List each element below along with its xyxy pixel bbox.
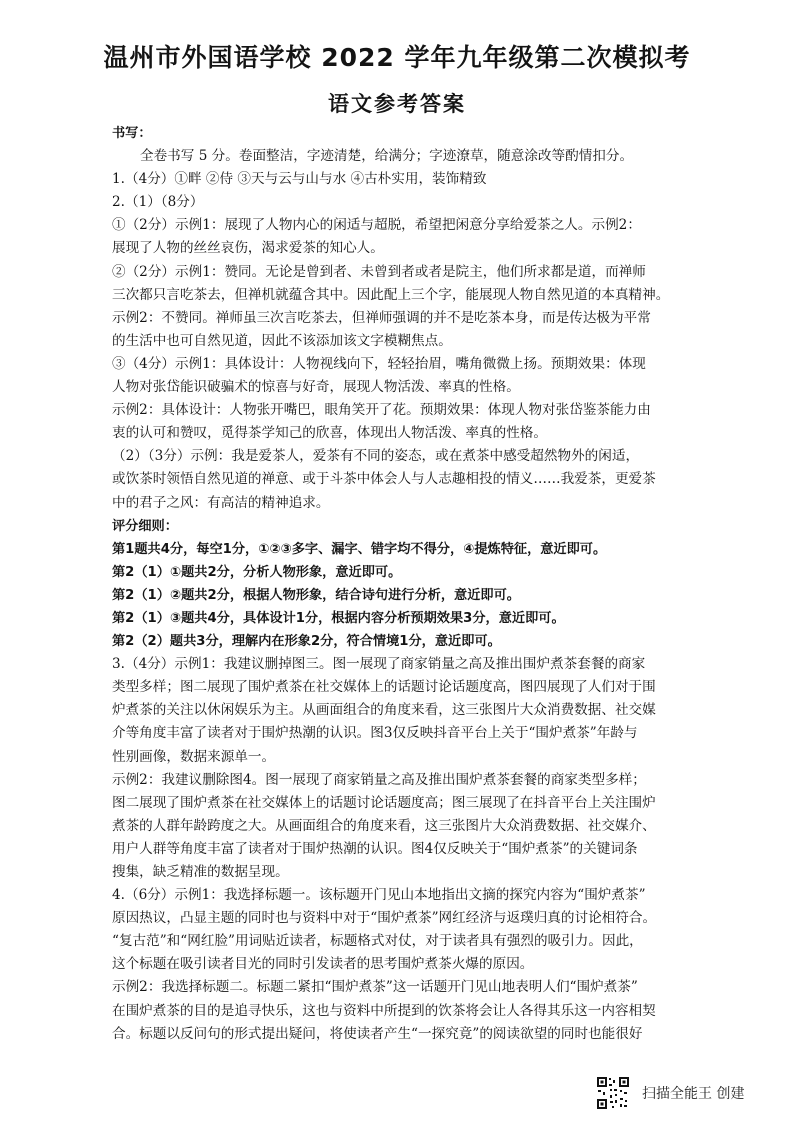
text-line: 示例2：我选择标题二。标题二紧扣“围炉煮茶”这一话题开门见山地表明人们“围炉煮茶” <box>112 979 638 996</box>
text-line: 图二展现了围炉煮茶在社交媒体上的话题讨论话题度高；图三展现了在抖音平台上关注围炉 <box>112 794 656 811</box>
text-line: 4.（6分）示例1：我选择标题一。该标题开门见山本地指出文摘的探究内容为“围炉煮茶” <box>112 887 646 904</box>
text-line: 3.（4分）示例1：我建议删掉图三。图一展现了商家销量之高及推出围炉煮茶套餐的商家 <box>112 656 646 673</box>
text-line: 人物对张岱能识破骗术的惊喜与好奇，展现人物活泼、率真的性格。 <box>112 379 520 396</box>
text-line: 中的君子之风：有高洁的精神追求。 <box>112 494 330 511</box>
text-line: ①（2分）示例1：展现了人物内心的闲适与超脱，希望把闲意分享给爱茶之人。示例2： <box>112 217 641 234</box>
scanner-watermark <box>596 1076 744 1110</box>
text-line: ②（2分）示例1：赞同。无论是曾到者、未曾到者或者是院主，他们所求都是道，而禅师 <box>112 263 646 280</box>
text-line: 示例2：具体设计：人物张开嘴巴，眼角笑开了花。预期效果：体现人物对张岱鉴茶能力由 <box>112 402 651 419</box>
text-line: 展现了人物的丝丝哀伤，渴求爱茶的知心人。 <box>112 240 384 257</box>
text-line: 第2（1）③题共4分，具体设计1分，根据内容分析预期效果3分，意近即可。 <box>112 610 565 626</box>
text-line: 三次都只言吃茶去，但禅机就蕴含其中。因此配上三个字，能展现人物自然见道的本真精神。 <box>112 286 670 303</box>
qr-code-icon <box>596 1076 630 1110</box>
text-line: 这个标题在吸引读者目光的同时引发读者的思考围炉煮茶火爆的原因。 <box>112 956 534 973</box>
text-line: 示例2：不赞同。禅师虽三次言吃茶去，但禅师强调的并不是吃茶本身，而是传达极为平常 <box>112 309 651 326</box>
text-line: 第2（1）②题共2分，根据人物形象，结合诗句进行分析，意近即可。 <box>112 587 520 603</box>
text-line: 炉煮茶的关注以休闲娱乐为主。从画面组合的角度来看，这三张图片大众消费数据、社交媒 <box>112 702 656 719</box>
page-subtitle: 语文参考答案 <box>328 91 466 116</box>
page-title: 温州市外国语学校 2022 学年九年级第二次模拟考 <box>103 43 691 72</box>
text-line: ③（4分）示例1：具体设计：人物视线向下，轻轻抬眉，嘴角微微上扬。预期效果：体现 <box>112 355 646 372</box>
text-line: 书写： <box>112 126 152 141</box>
text-line: “复古范”和“网红脸”用词贴近读者，标题格式对仗，对于读者具有强烈的吸引力。因此， <box>112 933 643 950</box>
text-line: 搜集，缺乏精准的数据呈现。 <box>112 864 289 880</box>
text-line: 衷的认可和赞叹，觅得茶学知己的欣喜，体现出人物活泼、率真的性格。 <box>112 425 547 442</box>
text-line: 的生活中也可自然见道，因此不该添加该文字模糊焦点。 <box>112 332 452 349</box>
text-line: 煮茶的人群年龄跨度之大。从画面组合的角度来看，这三张图片大众消费数据、社交媒介、 <box>112 817 656 834</box>
text-line: 类型多样；图二展现了围炉煮茶在社交媒体上的话题讨论话题度高，图四展现了人们对于围 <box>112 679 656 696</box>
text-line: 第1题共4分，每空1分，①②③多字、漏字、错字均不得分，④提炼特征，意近即可。 <box>112 541 607 557</box>
text-line: 第2（2）题共3分，理解内在形象2分，符合情境1分，意近即可。 <box>112 634 501 650</box>
text-line: 性别画像，数据来源单一。 <box>112 748 276 765</box>
text-line: 第2（1）①题共2分，分析人物形象，意近即可。 <box>112 564 402 580</box>
answer-body <box>112 122 690 1046</box>
text-line: 评分细则： <box>112 518 178 534</box>
text-line: 原因热议，凸显主题的同时也与资料中对于“围炉煮茶”网红经济与返璞归真的讨论相符合。 <box>112 910 657 927</box>
text-line: 示例2：我建议删除图4。图一展现了商家销量之高及推出围炉煮茶套餐的商家类型多样； <box>112 771 646 788</box>
text-line: 用户人群等角度丰富了读者对于围炉热潮的认识。图4仅反映关于“围炉煮茶”的关键词条 <box>112 840 638 857</box>
text-line: 介等角度丰富了读者对于围炉热潮的认识。图3仅反映抖音平台上关于“围炉煮茶”年龄与 <box>112 725 638 742</box>
text-line: （2）（3分）示例：我是爱茶人，爱茶有不同的姿态，或在煮茶中感受超然物外的闲适， <box>112 448 640 465</box>
text-line: 合。标题以反问句的形式提出疑问，将使读者产生“一探究竟”的阅读欲望的同时也能很好 <box>112 1025 643 1042</box>
text-line: 1.（4分）①畔 ②侍 ③天与云与山与水 ④古朴实用，装饰精致 <box>112 171 487 188</box>
text-line: 2.（1）（8分） <box>112 194 204 211</box>
text-line: 全卷书写 5 分。卷面整洁，字迹清楚，给满分；字迹潦草，随意涂改等酌情扣分。 <box>140 148 634 165</box>
text-line: 在围炉煮茶的目的是追寻快乐，这也与资料中所提到的饮茶将会让人各得其乐这一内容相契 <box>112 1002 656 1019</box>
text-line: 或饮茶时领悟自然见道的禅意、或于斗茶中体会人与人志趣相投的情义……我爱茶，更爱茶 <box>112 471 656 488</box>
scanner-app-label: 扫描全能王 创建 <box>642 1086 745 1102</box>
